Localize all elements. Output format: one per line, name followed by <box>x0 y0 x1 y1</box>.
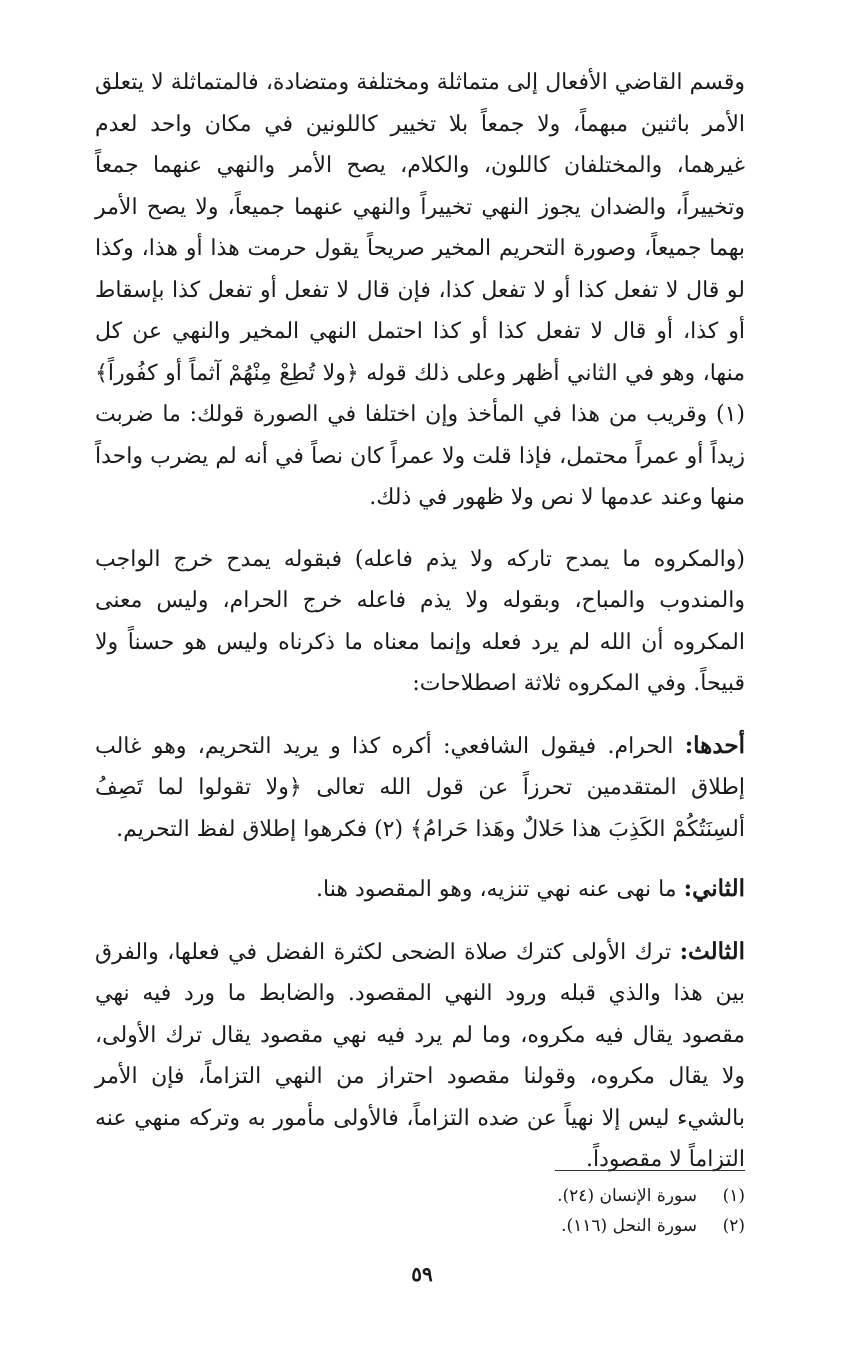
second-term-text: ما نهى عنه نهي تنزيه، وهو المقصود هنا. <box>316 877 684 902</box>
paragraph-makruh-definition: (والمكروه ما يمدح تاركه ولا يذم فاعله) فبقوله يمدح خرج الواجب والمندوب والمباح، وبقوله ولا يذم فاعله خرج الحرام، وليس معنى المكروه أن الله لم يرد فعله وإنما معناه ما ذكرناه وليس هو حسناً ولا قبيحاً. وفي المكروه ثلاثة اصطلاحات: <box>95 546 746 696</box>
first-term-heading: أحدها: <box>684 731 745 759</box>
paragraph-third-term <box>95 931 745 1181</box>
page-body <box>95 62 745 1181</box>
third-term-heading: الثالث: <box>679 937 745 965</box>
footnote-1-number: (١) <box>722 1186 745 1206</box>
paragraph-second-term <box>95 868 745 911</box>
paragraph-actions-classification: وقسم القاضي الأفعال إلى متماثلة ومختلفة ومتضادة، فالمتماثلة لا يتعلق الأمر باثنين مبهماً، ولا جمعاً بلا تخيير كاللونين في مكان واحد لعدم غيرهما، والمختلفان كاللون، والكلام، يصح الأمر والنهي عنهما جمعاً وتخييراً، والضدان يجوز النهي تخييراً والنهي عنهما جميعاً، ولا يصح الأمر بهما جميعاً، وصورة التحريم المخير صريحاً يقول حرمت هذا أو هذا، وكذا لو قال لا تفعل كذا أو لا تفعل كذا، فإن قال لا تفعل أو تفعل كذا بإسقاط أو كذا، أو قال لا تفعل كذا أو كذا احتمل النهي المخير والنهي عن كل منها، وهو في الثاني أظهر وعلى ذلك قوله ﴿ولا تُطِعْ مِنْهُمْ آثماً أو كفُوراً﴾ (١) وقريب من هذا في المأخذ وإن اختلفا في الصورة قولك: ما ضربت زيداً أو عمراً محتمل، فإذا قلت ولا عمراً كان نصاً في أنه لم يضرب واحداً منها وعند عدمها لا نص ولا ظهور في ذلك. <box>95 70 745 510</box>
page-number: ٥٩ <box>411 1262 433 1286</box>
footnotes <box>95 1170 745 1241</box>
footnote-1 <box>95 1181 745 1211</box>
footnote-1-text: سورة الإنسان (٢٤). <box>557 1186 697 1206</box>
paragraph-first-term <box>95 725 745 851</box>
footnote-divider <box>555 1170 745 1171</box>
footnote-2 <box>95 1211 745 1241</box>
second-term-heading: الثاني: <box>683 875 745 902</box>
footnote-2-text: سورة النحل (١١٦). <box>561 1216 697 1236</box>
footnote-2-number: (٢) <box>722 1216 745 1236</box>
third-term-text: ترك الأولى كترك صلاة الضحى لكثرة الفضل في فعلها، والفرق بين هذا والذي قبله ورود النهي المقصود. والضابط ما ورد فيه نهي مقصود يقال فيه مكروه، وما لم يرد فيه نهي مقصود يقال ترك الأولى، ولا يقال مكروه، وقولنا مقصود احتراز من النهي التزاماً، فإن الأمر بالشيء ليس إلا نهياً عن ضده التزاماً، فالأولى مأمور به وتركه منهي عنه التزاماً لا مقصوداً. <box>95 939 745 1172</box>
first-term-text: الحرام. فيقول الشافعي: أكره كذا و يريد التحريم، وهو غالب إطلاق المتقدمين تحرزاً عن قول الله تعالى ﴿ولا تقولوا لما تَصِفُ ألسِنَتُكُمْ الكَذِبَ هذا حَلالٌ وهَذا حَرامُ﴾ (٢) فكرهوا إطلاق لفظ التحريم. <box>95 733 745 842</box>
